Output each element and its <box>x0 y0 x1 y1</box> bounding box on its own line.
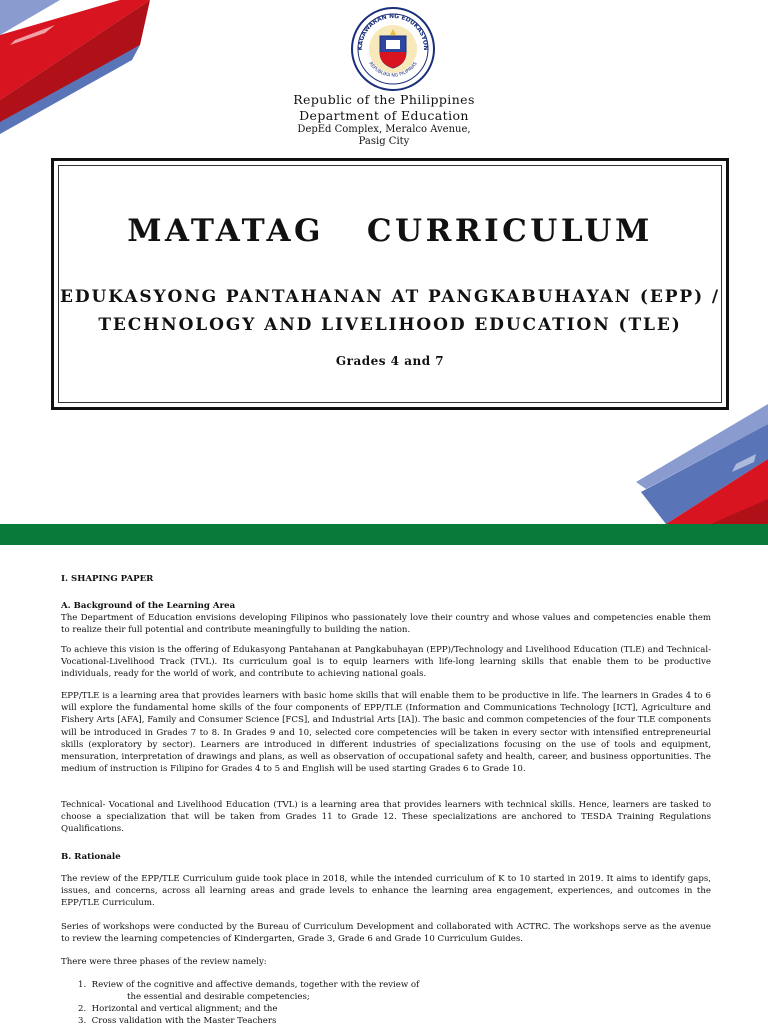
subtitle-line-1: EDUKASYONG PANTAHANAN AT PANGKABUHAYAN (EPP) / <box>60 287 720 307</box>
green-divider-band <box>0 524 768 545</box>
svg-text:KAGAWARAN NG EDUKASYON: KAGAWARAN NG EDUKASYON <box>356 12 430 51</box>
bottom-right-ribbon-decoration <box>636 404 768 544</box>
svg-text:REPUBLIKA NG PILIPINAS: REPUBLIKA NG PILIPINAS <box>367 61 419 79</box>
subtitle-line-2: TECHNOLOGY AND LIVELIHOOD EDUCATION (TLE) <box>98 315 682 335</box>
section-heading-shaping-paper: I. SHAPING PAPER <box>61 574 154 584</box>
subsection-heading-background: A. Background of the Learning Area <box>61 601 236 611</box>
paragraph-background-1: The Department of Education envisions developing Filipinos who passionately love their country and whose values and competencies enable them to realize their full potential and contribute meaningfully to building the nation. <box>61 613 711 636</box>
list-item-continuation: the essential and desirable competencies; <box>127 992 310 1002</box>
paragraph-background-3: EPP/TLE is a learning area that provides learners with basic home skills that will enable them to be productive in life. The learners in Grades 4 to 6 will explore the fundamental home skills of the four components of EPP/TLE (Information and Communications Technology [ICT], Agriculture and Fishery Arts [AFA], Family and Consumer Science [FCS], and Industrial Arts [IA]). The basic and common competencies of the four TLE components will be introduced in Grades 7 to 8. In Grades 9 and 10, selected core competencies will be taken in every sector with intensified entrepreneurial skills (exploratory by sector). Learners are introduced in different industries of specializations focusing on the use of tools and equipment, mensuration, interpretation of drawings and plans, as well as observation of occupational safety and health, career, and business opportunities. The medium of instruction is Filipino for Grades 4 to 5 and English will be used starting Grades 6 to Grade 10. <box>61 691 711 775</box>
title-box <box>51 158 729 410</box>
city-line: Pasig City <box>358 136 410 147</box>
list-item: 3. Cross validation with the Master Teachers <box>78 1016 277 1026</box>
subsection-heading-rationale: B. Rationale <box>61 852 121 862</box>
list-item: 1. Review of the cognitive and affective demands, together with the review of <box>78 980 420 990</box>
document-title: MATATAG CURRICULUM <box>127 213 653 249</box>
deped-seal-logo <box>350 6 436 92</box>
address-line: DepEd Complex, Meralco Avenue, <box>297 124 471 135</box>
paragraph-rationale-3: There were three phases of the review namely: <box>61 957 267 967</box>
department-line: Department of Education <box>299 108 469 123</box>
list-item: 2. Horizontal and vertical alignment; and the <box>78 1004 278 1014</box>
paragraph-background-4: Technical- Vocational and Livelihood Education (TVL) is a learning area that provides learners with technical skills. Hence, learners are tasked to choose a specialization that will be taken from Grades 11 to Grade 12. These specializations are anchored to TESDA Training Regulations Qualifications. <box>61 800 711 835</box>
grades-label: Grades 4 and 7 <box>335 354 445 368</box>
country-line: Republic of the Philippines <box>293 92 475 107</box>
paragraph-background-2: To achieve this vision is the offering of Edukasyong Pantahanan at Pangkabuhayan (EPP)/Technology and Livelihood Education (TLE) and Technical-Vocational-Livelihood Track (TVL). Its curriculum goal is to equip learners with life-long learning skills that enable them to be productive individuals, ready for the world of work, and contribute to achieving national goals. <box>61 645 711 680</box>
paragraph-rationale-2: Series of workshops were conducted by the Bureau of Curriculum Development and collaborated with ACTRC. The workshops serve as the avenue to review the learning competencies of Kindergarten, Grade 3, Grade 6 and Grade 10 Curriculum Guides. <box>61 922 711 945</box>
paragraph-rationale-1: The review of the EPP/TLE Curriculum guide took place in 2018, while the intended curriculum of K to 10 started in 2019. It aims to identify gaps, issues, and concerns, across all learning areas and grade levels to enhance the learning area engagement, experiences, and outcomes in the EPP/TLE Curriculum. <box>61 874 711 909</box>
